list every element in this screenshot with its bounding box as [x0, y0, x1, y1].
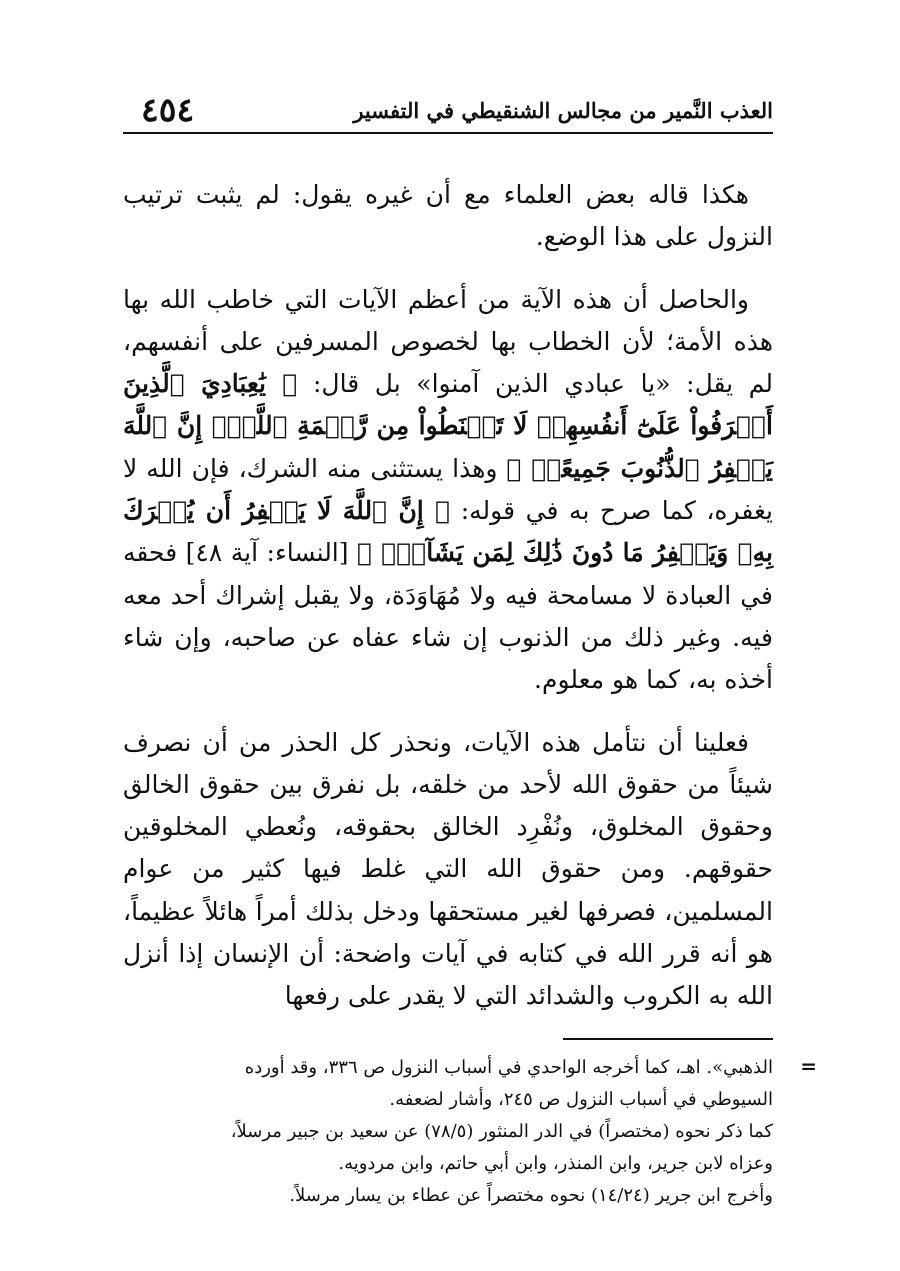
- quran-verse-zumar: ﴿ يَٰعِبَادِيَ ٱلَّذِينَ أَسۡرَفُواْ عَلَىٰٓ أَنفُسِهِمۡ لَا تَقۡنَطُواْ مِن رَّحۡمَةِ ٱللَّهِۚ إِنَّ ٱللَّهَ يَغۡفِرُ ٱلذُّنُوبَ جَمِيعًاۚ ﴾: [123, 369, 774, 483]
- footnote-line: وعزاه لابن جرير، وابن المنذر، وابن أبي حاتم، وابن مردويه.: [338, 1152, 773, 1174]
- page-number: ٤٥٤: [141, 90, 195, 129]
- paragraph-2: [123, 279, 773, 702]
- footnotes: [123, 1052, 817, 1212]
- paragraph-2-text-a: والحاصل أن هذه الآية من أعظم الآيات التي خاطب الله بها هذه الأمة؛ لأن الخطاب بها لخصوص المسرفين على أنفسهم، لم يقل: «يا عبادي الذين آمنوا» بل قال:: [123, 284, 773, 399]
- header-title: العذب النَّمير من مجالس الشنقيطي في التفسير: [353, 98, 773, 123]
- paragraph-2-text-c: [النساء: آية ٤٨] فحقه في العبادة لا مسامحة فيه ولا مُهَاوَدَة، ولا يقبل إشراك أحد معه فيه. وغير ذلك من الذنوب إن شاء عفاه عن صاحبه، وإن شاء أخذه به، كما هو معلوم.: [123, 538, 773, 695]
- quran-verse-nisa: ﴿ إِنَّ ٱللَّهَ لَا يَغۡفِرُ أَن يُشۡرَكَ بِهِۦ وَيَغۡفِرُ مَا دُونَ ذَٰلِكَ لِمَن يَشَآءُۚ ﴾: [123, 496, 773, 568]
- footnote-line: كما ذكر نحوه (مختصراً) في الدر المنثور (٧٨/٥) عن سعيد بن جبير مرسلاً،: [230, 1120, 773, 1142]
- paragraph-3: فعلينا أن نتأمل هذه الآيات، ونحذر كل الحذر من أن نصرف شيئاً من حقوق الله لأحد من خلقه، بل نفرق بين حقوق الخالق وحقوق المخلوق، ونُفْرِد الخالق بحقوقه، ونُعطي المخلوقين حقوقهم. ومن حقوق الله التي غلط فيها كثير من عوام المسلمين، فصرفها لغير مستحقها ودخل بذلك أمراً هائلاً عظيماً، هو أنه قرر الله في كتابه في آيات واضحة: أن الإنسان إذا أنزل الله به الكروب والشدائد التي لا يقدر على رفعها: [123, 727, 773, 1011]
- footnote-line: الذهبي». اهـ، كما أخرجه الواحدي في أسباب النزول ص ٣٣٦، وقد أورده: [244, 1056, 773, 1078]
- footnote-continuation-marker: =: [800, 1053, 817, 1078]
- running-header: [123, 84, 773, 134]
- footnote-line: وأخرج ابن جرير (١٤/٢٤) نحوه مختصراً عن عطاء بن يسار مرسلاً.: [289, 1184, 773, 1206]
- footnote-line: السيوطي في أسباب النزول ص ٢٤٥، وأشار لضعفه.: [389, 1088, 773, 1110]
- book-page: [123, 84, 817, 1212]
- paragraph-2-text-b: وهذا يستثنى منه الشرك، فإن الله لا يغفره، كما صرح به في قوله:: [123, 453, 773, 526]
- main-text: [123, 174, 773, 1018]
- paragraph-1: هكذا قاله بعض العلماء مع أن غيره يقول: لم يثبت ترتيب النزول على هذا الوضع.: [123, 180, 773, 252]
- footnote-separator: [563, 1038, 773, 1040]
